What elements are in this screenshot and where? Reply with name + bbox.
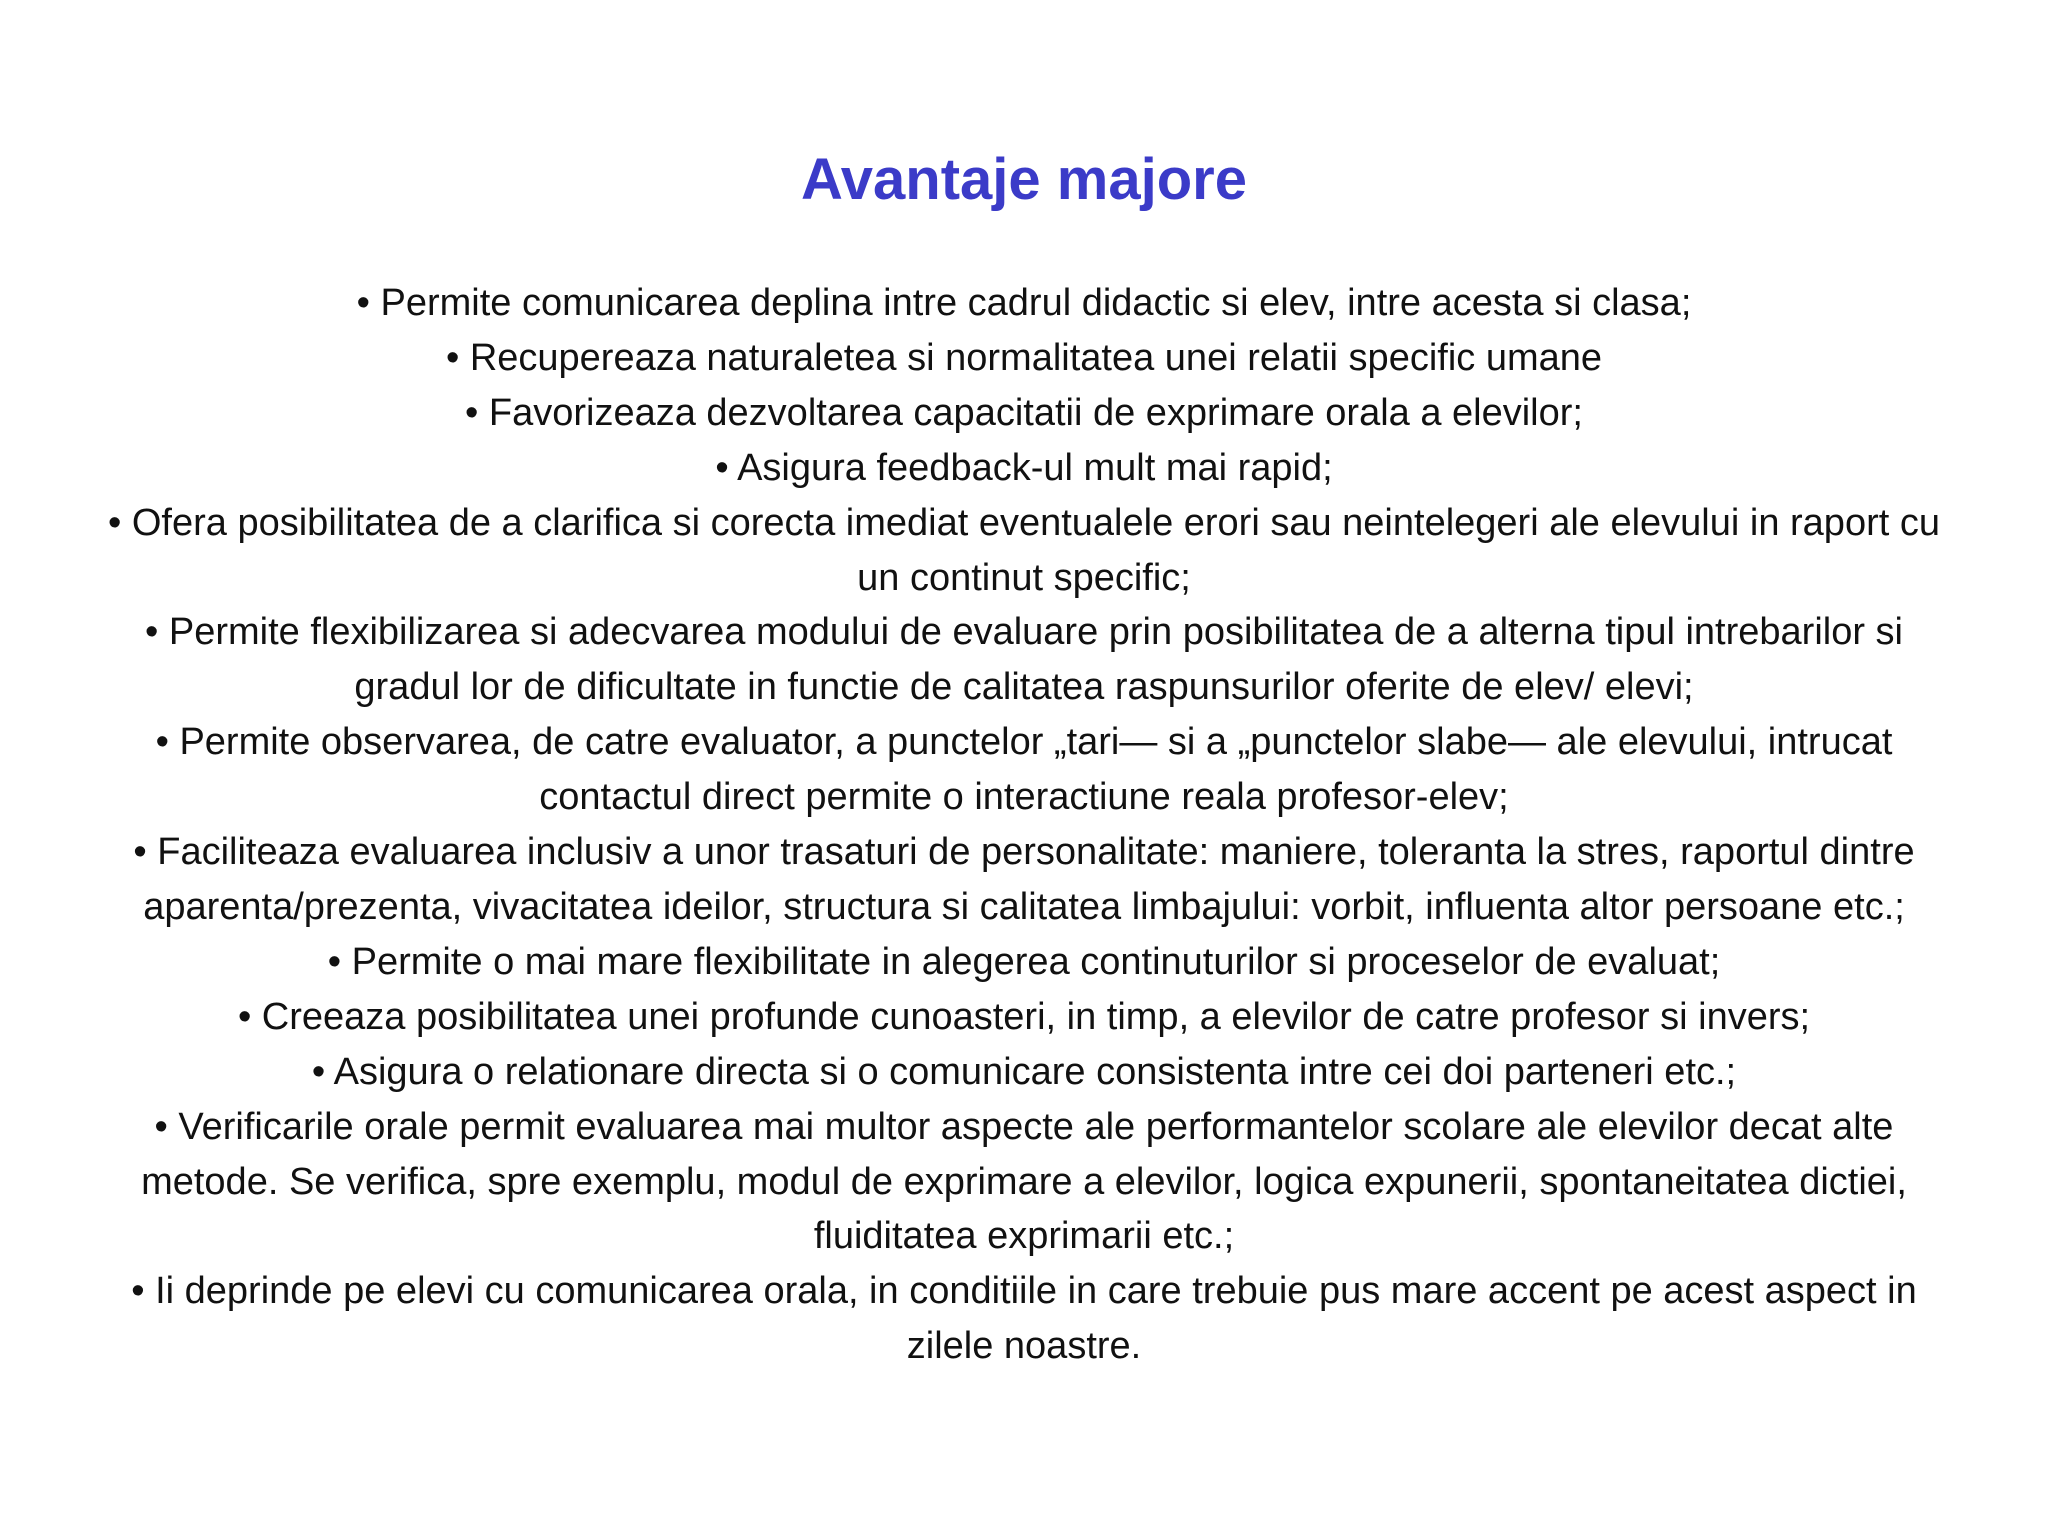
bullet-item: • Creeaza posibilitatea unei profunde cunoasteri, in timp, a elevilor de catre profesor si invers; xyxy=(237,995,1811,1038)
bullet-item: • Permite flexibilizarea si adecvarea modului de evaluare prin posibilitatea de a alterna tipul intrebarilor si gradul lor de dificultate in functie de calitatea raspunsurilor oferite de elev/ elevi; xyxy=(144,611,1903,709)
bullet-item: • Ii deprinde pe elevi cu comunicarea orala, in conditiile in care trebuie pus mare accent pe acest aspect in zilele noastre. xyxy=(131,1270,1917,1368)
bullet-item: • Permite comunicarea deplina intre cadrul didactic si elev, intre acesta si clasa; xyxy=(356,282,1692,324)
bullet-item: • Faciliteaza evaluarea inclusiv a unor trasaturi de personalitate: maniere, toleranta la stres, raportul dintre aparenta/prezenta, vivacitatea ideilor, structura si calitatea limbajului: vorbit, influenta altor persoane etc.; xyxy=(133,831,1915,928)
bullet-item: • Ofera posibilitatea de a clarifica si corecta imediat eventualele erori sau neintelegeri ale elevului in raport cu un continut specific; xyxy=(108,501,1940,599)
bullet-item: • Verificarile orale permit evaluarea mai multor aspecte ale performantelor scolare ale elevilor decat alte metode. Se verifica, spre exemplu, modul de exprimare a elevilor, logica expunerii, spontaneitatea dictiei, fluiditatea exprimarii etc.; xyxy=(141,1105,1907,1258)
bullet-list xyxy=(100,276,1948,1374)
bullet-item: • Asigura feedback-ul mult mai rapid; xyxy=(715,446,1333,489)
bullet-item: • Asigura o relationare directa si o comunicare consistenta intre cei doi parteneri etc.; xyxy=(311,1050,1737,1093)
bullet-item: • Permite o mai mare flexibilitate in alegerea continuturilor si proceselor de evaluat; xyxy=(327,940,1721,983)
bullet-item: • Permite observarea, de catre evaluator, a punctelor „tari— si a „punctelor slabe— ale elevului, intrucat contactul direct permite o interactiune reala profesor-elev; xyxy=(155,721,1893,819)
slide-title: Avantaje majore xyxy=(801,147,1247,212)
bullet-item: • Favorizeaza dezvoltarea capacitatii de exprimare orala a elevilor; xyxy=(465,391,1583,434)
bullet-item: • Recupereaza naturaletea si normalitatea unei relatii specific umane xyxy=(445,336,1603,379)
